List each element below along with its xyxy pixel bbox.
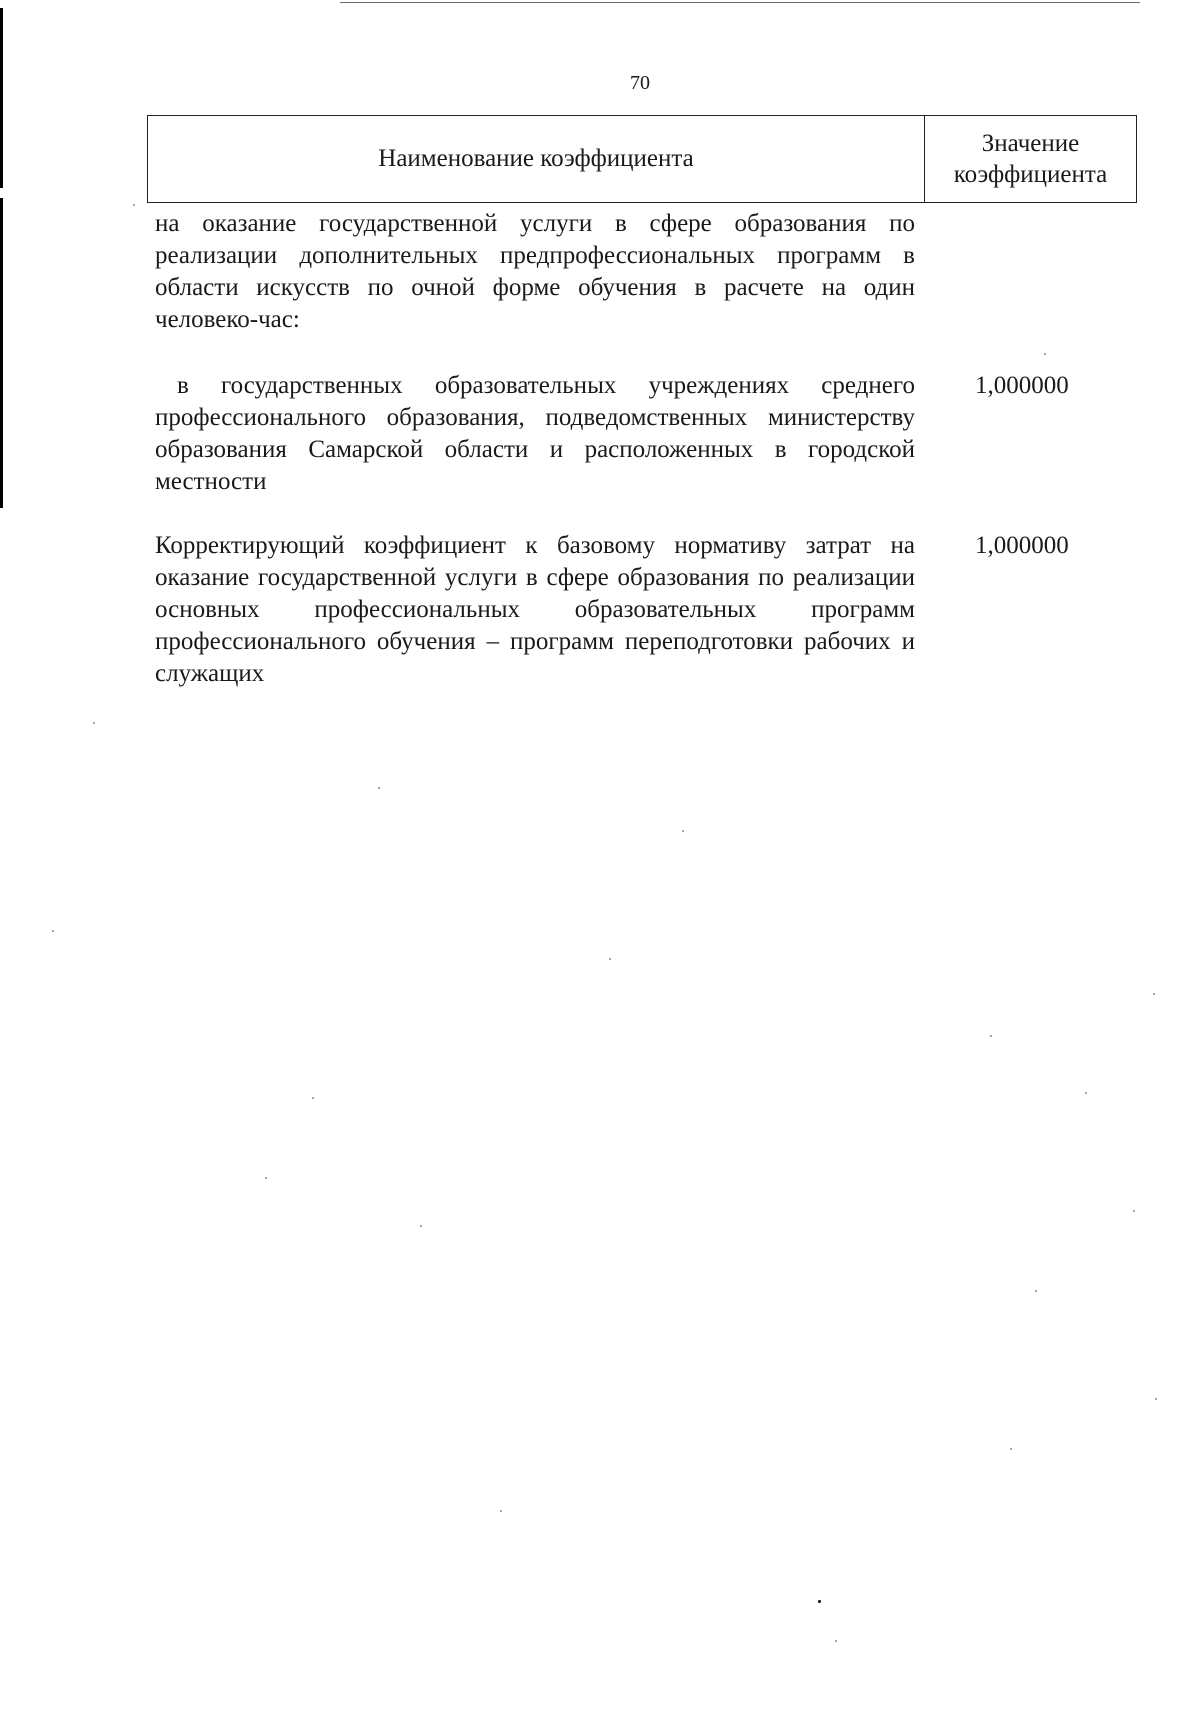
scan-speck: [420, 1225, 422, 1227]
scan-speck: [1133, 1210, 1135, 1212]
scan-speck: [1035, 1290, 1037, 1292]
scan-speck: [1044, 353, 1046, 355]
entry-urban-institutions: [155, 370, 915, 498]
header-name-column: Наименование коэффициента: [148, 116, 925, 202]
entry-text: в государственных образовательных учреждениях среднего профессионального образования, подведомственных министерству образования Самарской области и расположенных в городской местности: [155, 372, 915, 495]
page-number: 70: [630, 72, 650, 94]
scan-speck: [1153, 993, 1155, 995]
entry-value: 1,000000: [975, 532, 1069, 559]
scan-speck: [1010, 1448, 1012, 1450]
entry-value: 1,000000: [975, 372, 1069, 399]
table-header: [147, 115, 1137, 203]
scan-speck: [265, 1177, 267, 1179]
scan-speck: [818, 1600, 821, 1603]
entry-continuation: [155, 208, 915, 336]
scan-speck: [835, 1640, 837, 1642]
scan-speck: [93, 722, 95, 724]
scan-speck: [378, 787, 380, 789]
entry-retraining-coefficient: [155, 530, 915, 690]
scan-speck: [1155, 1398, 1157, 1400]
scan-speck: [990, 1035, 992, 1037]
scan-speck: [500, 1510, 502, 1512]
scan-edge-top: [340, 2, 1140, 3]
header-value-column: Значение коэффициента: [953, 129, 1108, 188]
scan-edge-left: [0, 8, 3, 508]
scan-speck: [682, 830, 684, 832]
scan-speck: [312, 1097, 314, 1099]
scan-speck: [52, 930, 54, 932]
scan-speck: [1085, 1092, 1087, 1094]
scan-speck: [609, 958, 611, 960]
entry-text: на оказание государственной услуги в сфере образования по реализации дополнительных предпрофессиональных программ в области искусств по очной форме обучения в расчете на один человеко-час:: [155, 210, 915, 333]
entry-text: Корректирующий коэффициент к базовому нормативу затрат на оказание государственной услуги в сфере образования по реализации основных профессиональных образовательных программ профессионального обучения – программ переподготовки рабочих и служащих: [155, 532, 915, 687]
scan-speck: [133, 204, 135, 206]
